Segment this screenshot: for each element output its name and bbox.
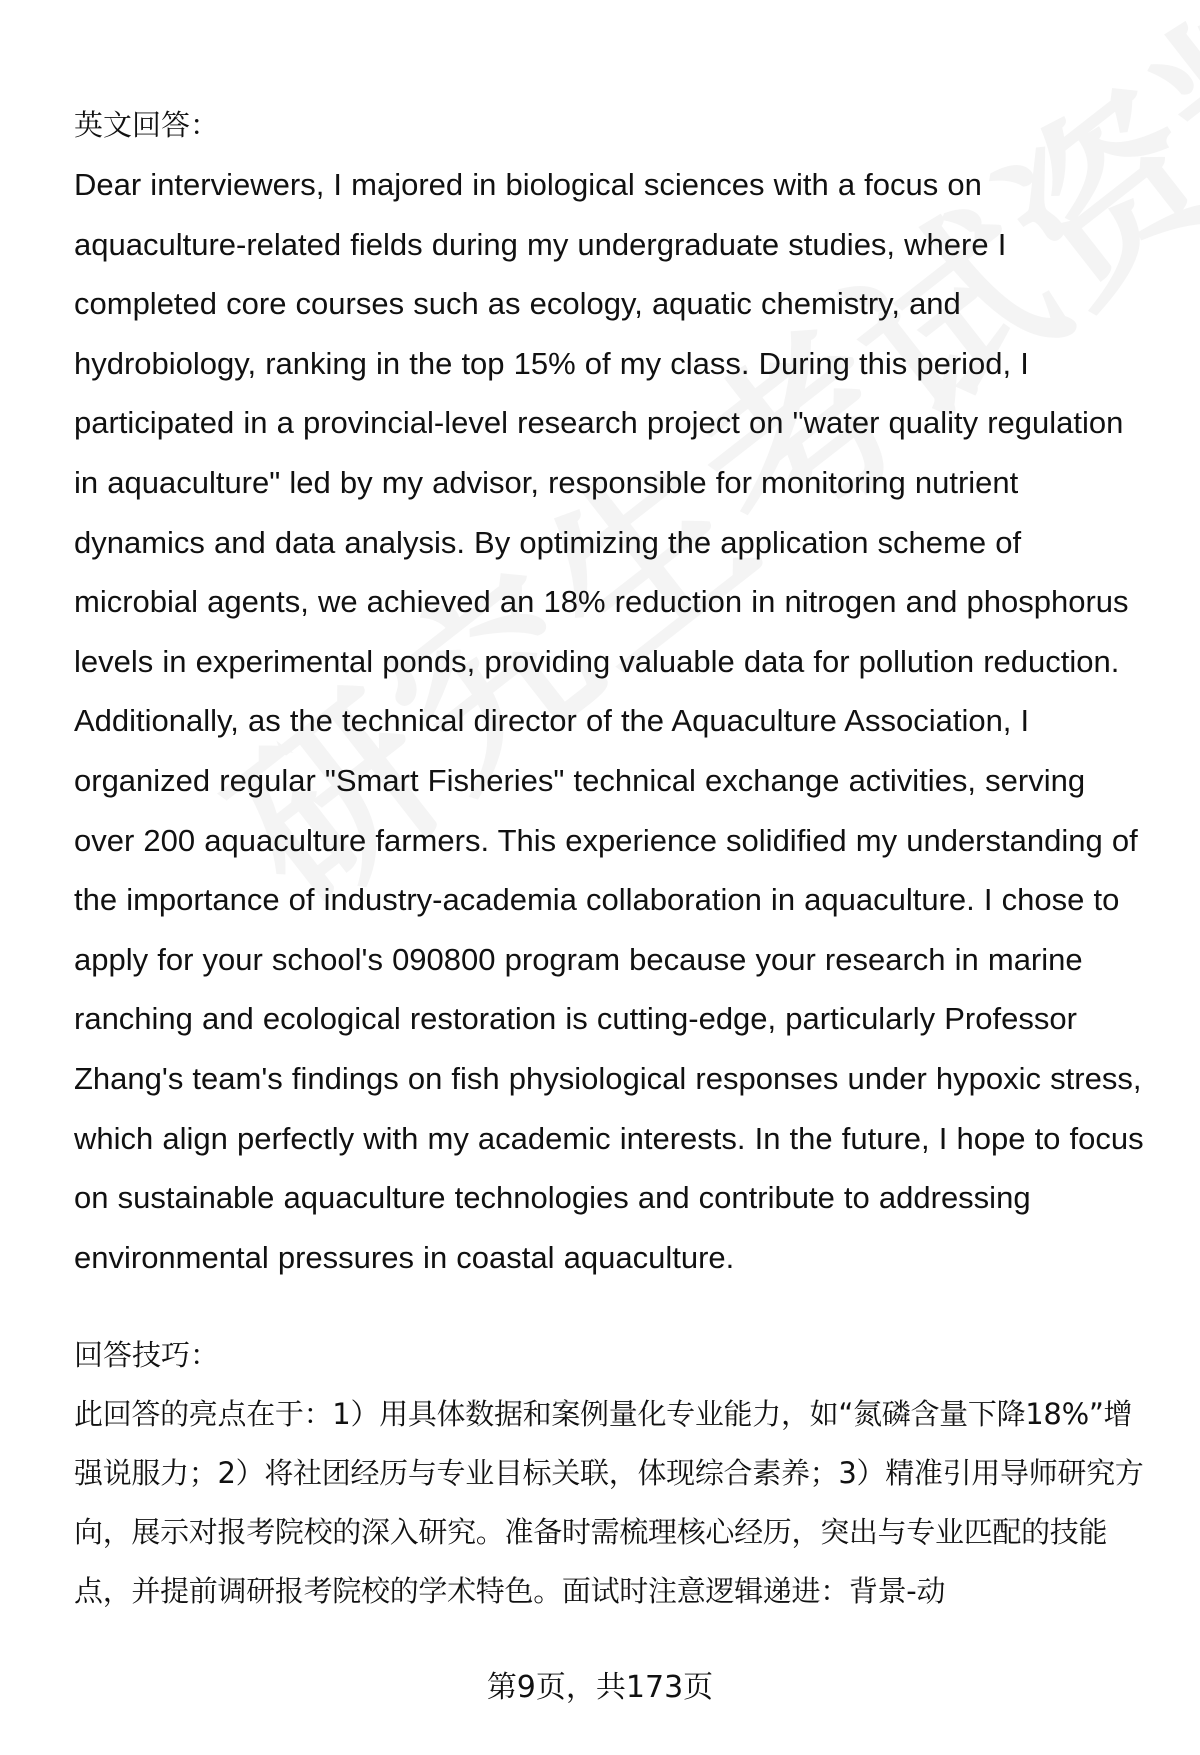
english-answer-heading: 英文回答： [74,108,220,142]
page-number-footer: 第9页，共173页 [486,1670,714,1705]
tips-paragraph: 此回答的亮点在于：1）用具体数据和案例量化专业能力，如“氮磷含量下降18%”增强说服力；2）将社团经历与专业目标关联，体现综合素养；3）精准引用导师研究方向，展示对报考院校的深入研究。准备时需梳理核心经历，突出与专业匹配的技能点，并提前调研报考院校的学术特色。面试时注意逻辑递进：背景-动 [74,1397,1144,1609]
section-spacer [74,1287,1154,1325]
tips-heading: 回答技巧： [74,1338,220,1373]
page-content [74,95,1154,1621]
english-answer-paragraph: Dear interviewers, I majored in biological sciences with a focus on aquaculture-related fields during my undergraduate studies, where I completed core courses such as ecology, aquatic chemistry, and hydrobiology, ranking in the top 15% of my class. During this period, I participated in a provincial-level research project on "water quality regulation in aquaculture" led by my advisor, responsible for monitoring nutrient dynamics and data analysis. By optimizing the application scheme of microbial agents, we achieved an 18% reduction in nitrogen and phosphorus levels in experimental ponds, providing valuable data for pollution reduction. Additionally, as the technical director of the Aquaculture Association, I organized regular "Smart Fisheries" technical exchange activities, serving over 200 aquaculture farmers. This experience solidified my understanding of the importance of industry-academia collaboration in aquaculture. I chose to apply for your school's 090800 program because your research in marine ranching and ecological restoration is cutting-edge, particularly Professor Zhang's team's findings on fish physiological responses under hypoxic stress, which align perfectly with my academic interests. In the future, I hope to focus on sustainable aquaculture technologies and contribute to addressing environmental pressures in coastal aquaculture. [74,167,1144,1275]
